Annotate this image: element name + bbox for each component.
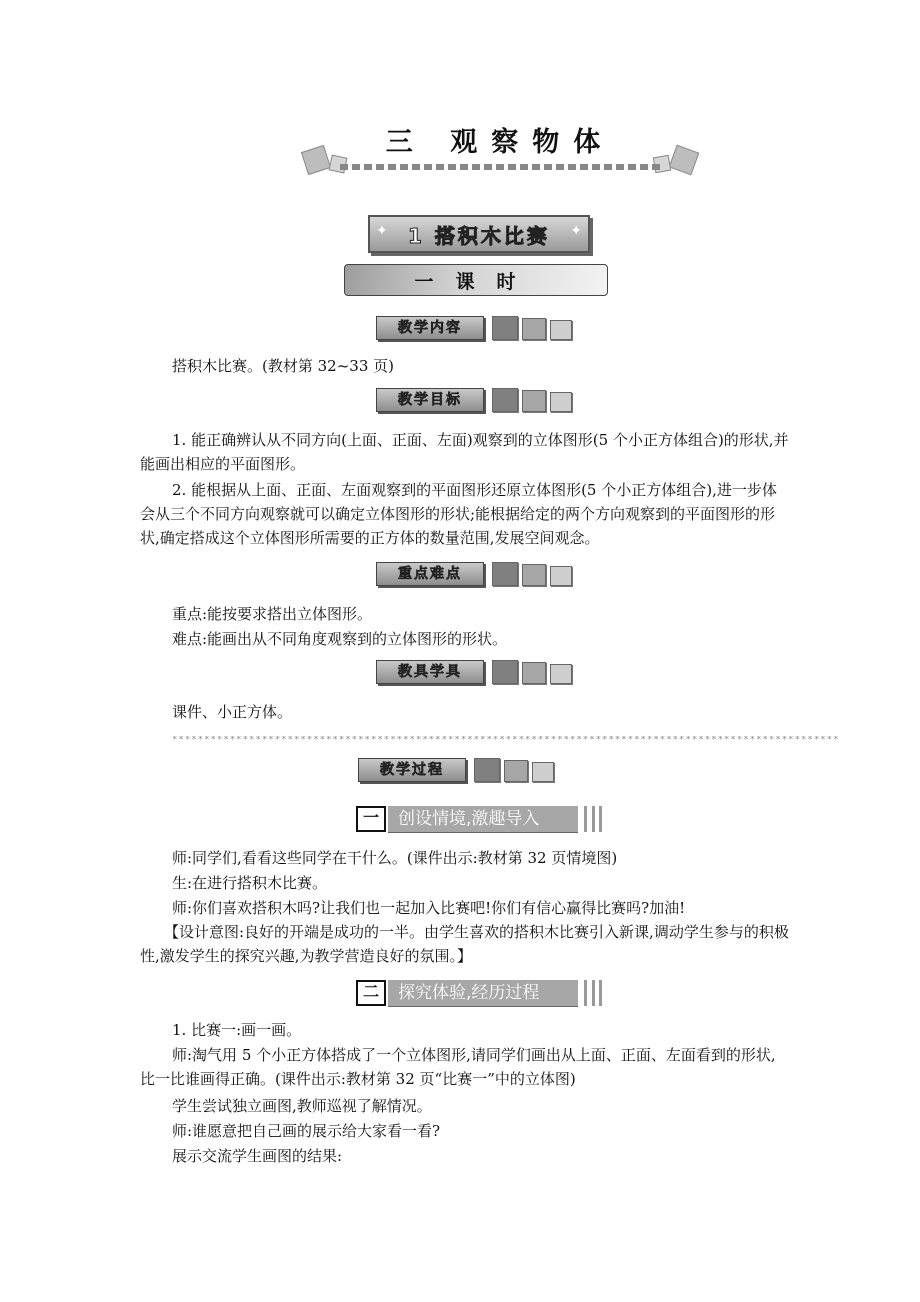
decor-square [504,760,528,782]
key-point: 重点:能按要求搭出立体图形。 [172,605,373,623]
decor-square [522,318,546,340]
decor-square [492,388,518,412]
dialogue-line: 师:淘气用 5 个小正方体搭成了一个立体图形,请同学们画出从上面、正面、左面看到的形状,比一比谁画得正确。(课件出示:教材第 32 页“比赛一”中的立体图) [140,1046,776,1088]
activity-item: 1. 比赛一:画一画。 [172,1021,302,1039]
dialogue-line: 学生尝试独立画图,教师巡视了解情况。 [172,1097,432,1115]
decor-square [532,762,554,782]
section-label: 重点难点 [376,562,484,586]
decor-square [522,662,546,684]
decor-square [550,664,572,684]
step-number: 二 [356,980,386,1006]
step-title: 探究体验,经历过程 [398,983,540,1003]
decor-square [550,320,572,340]
lesson-bar [344,264,608,296]
section-label: 教具学具 [376,660,484,684]
decor-tick [584,806,587,832]
decor-square [301,145,331,175]
decor-square [522,390,546,412]
step-title-bar [388,806,578,833]
decor-tick [584,980,587,1006]
dialogue-line: 师:谁愿意把自己画的展示给大家看一看? [172,1122,441,1140]
star-icon: ✦ [570,223,582,239]
decor-square [492,562,518,586]
goal-item: 1. 能正确辨认从不同方向(上面、正面、左面)观察到的立体图形(5 个小正方体组合)的形状,并能画出相应的平面图形。 [140,431,789,473]
step-number: 一 [356,806,386,832]
decor-tick [599,980,602,1006]
star-icon: ✦ [376,223,388,239]
dialogue-line: 师:同学们,看看这些同学在干什么。(课件出示:教材第 32 页情境图) [172,849,618,867]
section-header-content [376,316,586,342]
step-title-bar [388,980,578,1007]
decor-square [550,566,572,586]
step-header-1 [356,806,602,832]
tools-text: 课件、小正方体。 [172,703,293,721]
lesson-title: 一课时 [414,271,538,293]
decor-square [492,316,518,340]
decor-square [550,392,572,412]
decor-square [669,145,700,176]
section-header-process [358,758,568,784]
decor-tick [592,980,595,1006]
design-intent: 【设计意图:良好的开端是成功的一半。由学生喜欢的搭积木比赛引入新课,调动学生参与的积极性,激发学生的探究兴趣,为教学营造良好的氛围。】 [140,923,789,965]
chapter-title: 三 观察物体 [385,127,615,158]
decor-square [522,564,546,586]
section-label: 教学目标 [376,388,484,412]
dialogue-line: 师:你们喜欢搭积木吗?让我们也一起加入比赛吧!你们有信心赢得比赛吗?加油! [172,899,686,917]
divider: ******************************************************************************************************** [172,736,840,744]
section-header-goals [376,388,586,414]
dialogue-line: 生:在进行搭积木比赛。 [172,874,328,892]
decor-square [492,660,518,684]
unit-banner [368,215,590,253]
unit-title: 1 搭积木比赛 [408,224,550,248]
section-header-keypoints [376,562,586,588]
section-header-tools [376,660,586,686]
section-label: 教学内容 [376,316,484,340]
step-header-2 [356,980,602,1006]
content-text: 搭积木比赛。(教材第 32~33 页) [172,357,394,375]
goal-item: 2. 能根据从上面、正面、左面观察到的平面图形还原立体图形(5 个小正方体组合),进一步体会从三个不同方向观察就可以确定立体图形的形状;能根据给定的两个方向观察到的平面图形的形状,确定搭成这个立体图形所需要的正方体的数量范围,发展空间观念。 [140,481,777,547]
decor-tick [592,806,595,832]
difficulty-point: 难点:能画出从不同角度观察到的立体图形的形状。 [172,630,508,648]
title-underline [340,164,660,170]
dialogue-line: 展示交流学生画图的结果: [172,1147,343,1165]
decor-square [474,758,500,782]
chapter-title-block [300,112,700,182]
section-label: 教学过程 [358,758,466,782]
decor-tick [599,806,602,832]
step-title: 创设情境,激趣导入 [398,809,540,829]
